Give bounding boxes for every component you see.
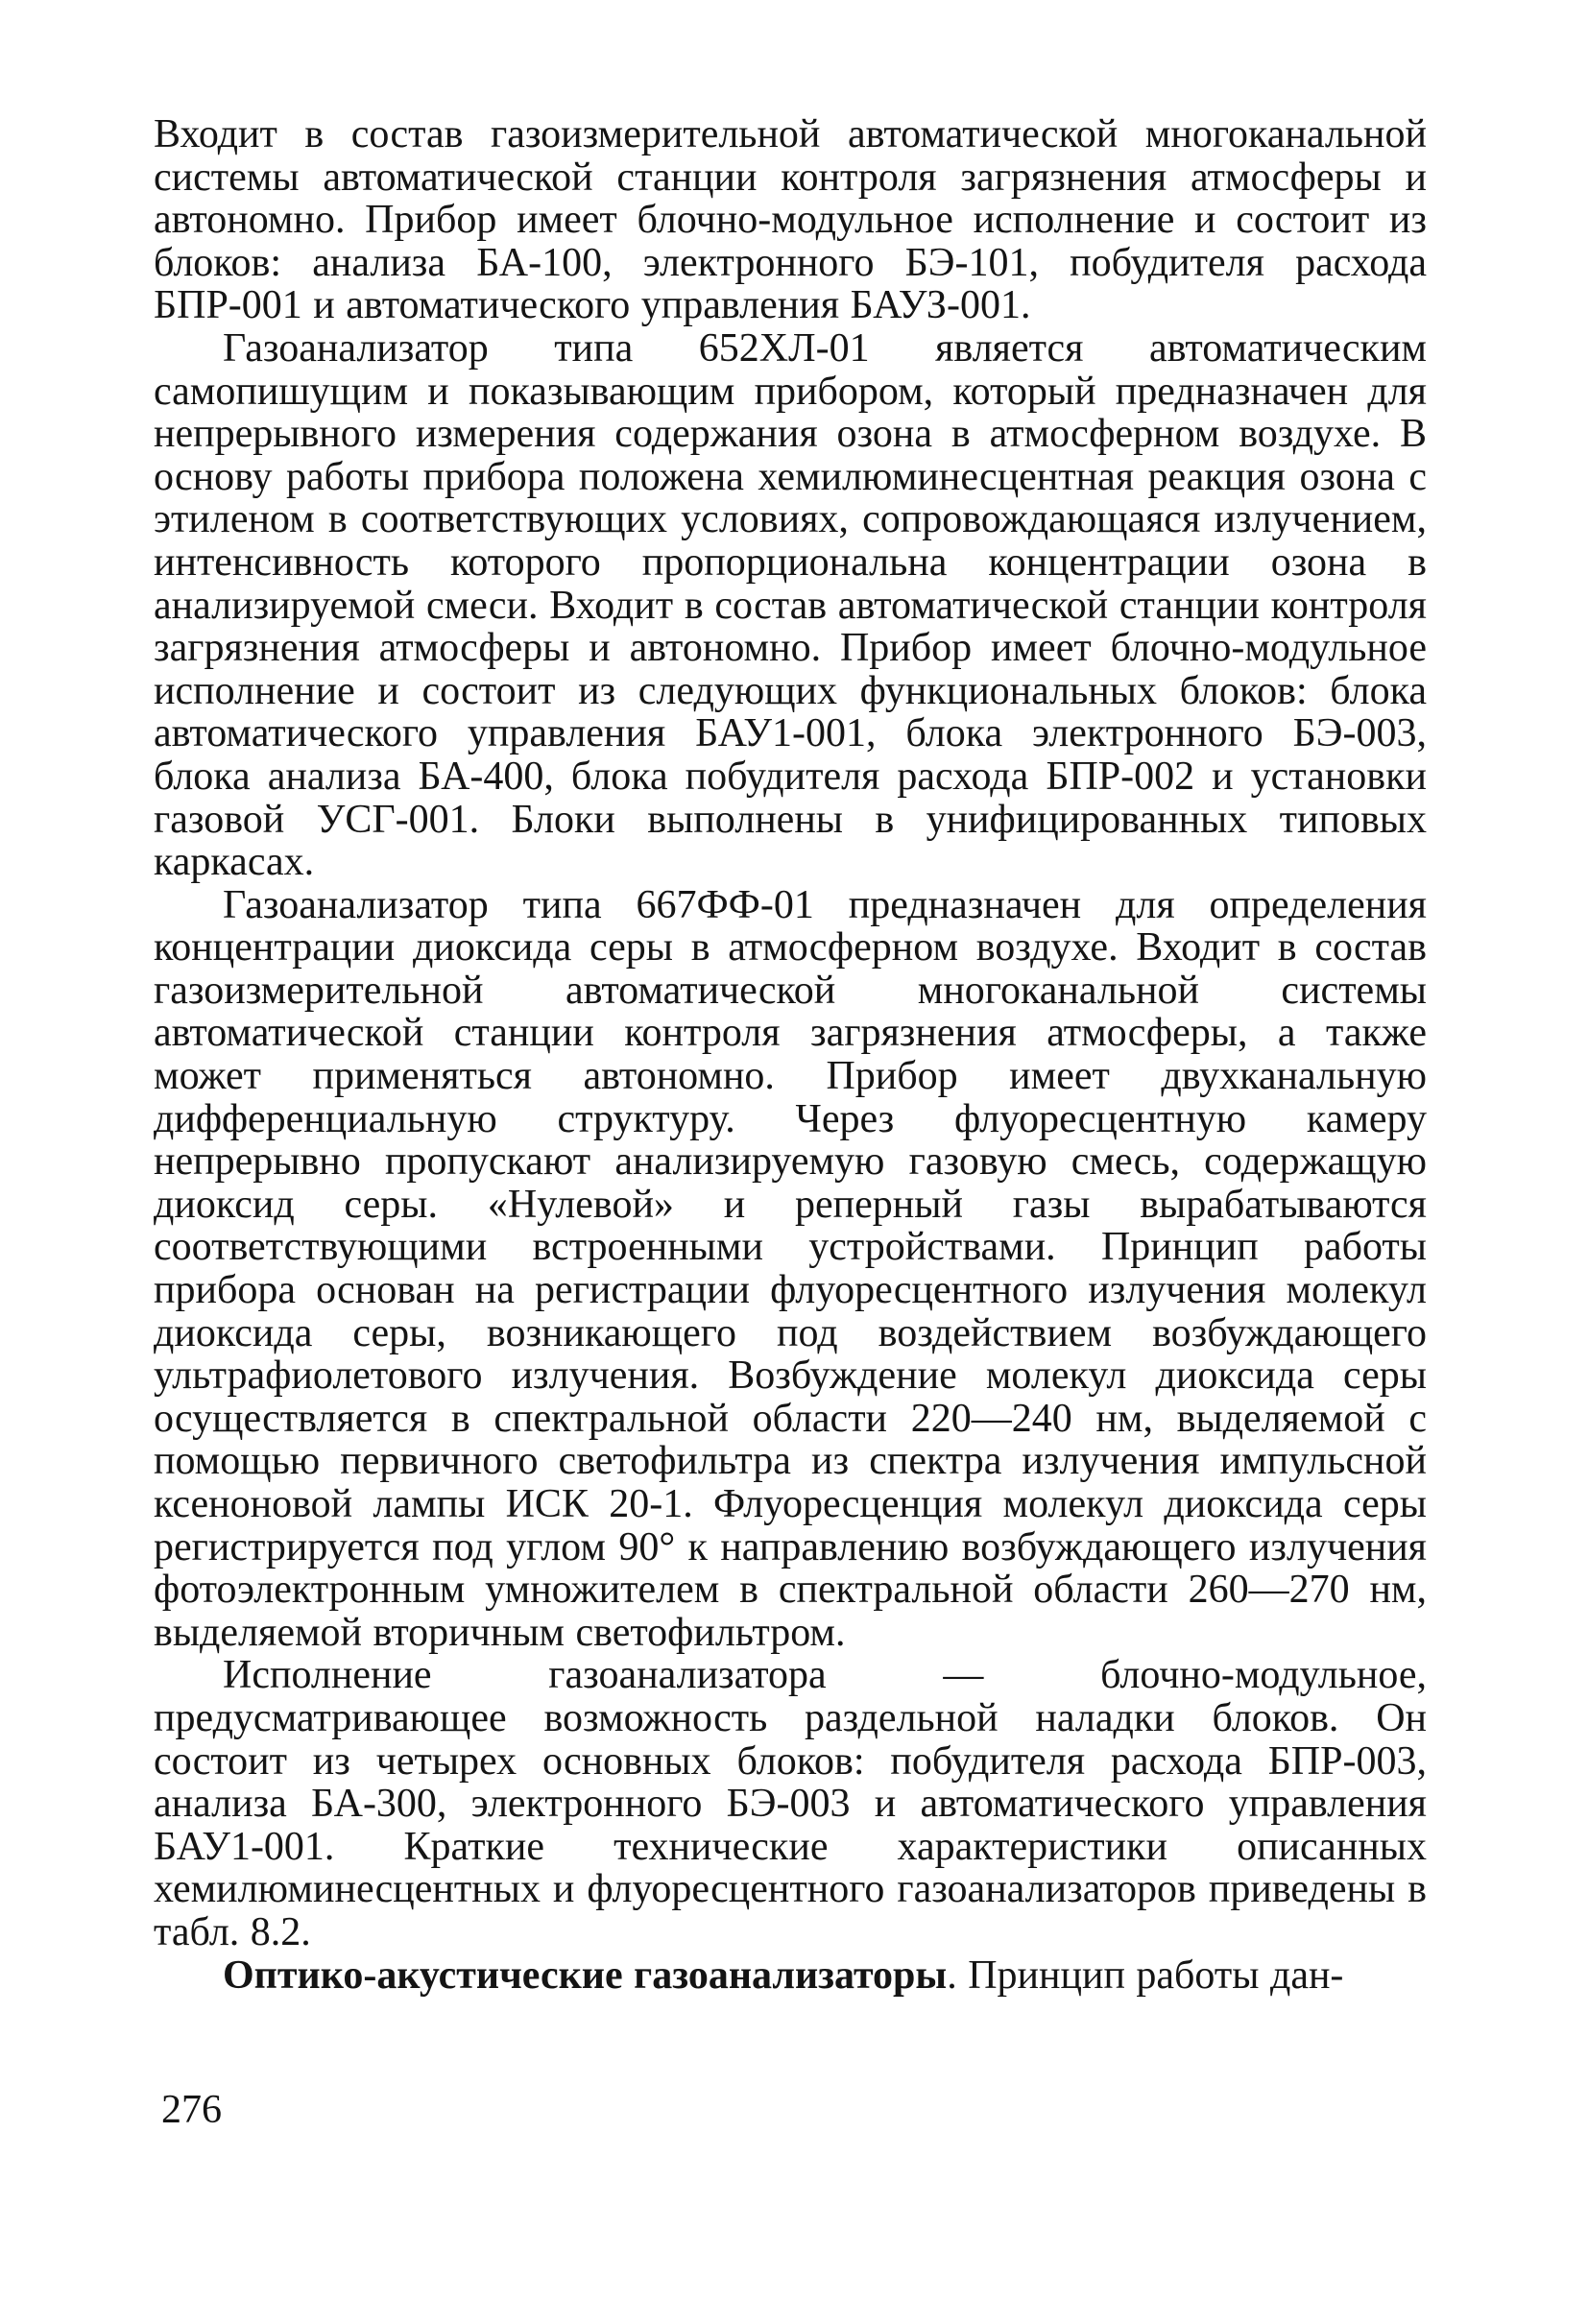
paragraph-4: Исполнение газоанализатора — блочно-модульное, предусматривающее возможность раздельной наладки блоков. Он состоит из четырех основных блоков: побудителя расхода БПР-003, анализа БА-300, электронного БЭ-003 и автоматического управления БАУ1-001. Краткие технические характеристики описанных хемилюминесцентных и флуоресцентного газоанализаторов приведены в табл. 8.2.	[154, 1653, 1427, 1954]
paragraph-5-text: . Принцип работы дан-	[947, 1953, 1344, 1998]
paragraph-3: Газоанализатор типа 667ФФ-01 предназначен для определения концентрации диоксида серы в атмосферном воздухе. Входит в состав газоизмерительной автоматической многоканальной системы автоматической станции контроля загрязнения атмосферы, а также может применяться автономно. Прибор имеет двухканальную дифференциальную структуру. Через флуоресцентную камеру непрерывно пропускают анализируемую газовую смесь, содержащую диоксид серы. «Нулевой» и реперный газы вырабатываются соответствующими встроенными устройствами. Принцип работы прибора основан на регистрации флуоресцентного излучения молекул диоксида серы, возникающего под воздействием возбуждающего ультрафиолетового излучения. Возбуждение молекул диоксида серы осуществляется в спектральной области 220—240 нм, выделяемой с помощью первичного светофильтра из спектра излучения импульсной ксеноновой лампы ИСК 20-1. Флуоресценция молекул диоксида серы регистрируется под углом 90° к направлению возбуждающего излучения фотоэлектронным умножителем в спектральной области 260—270 нм, выделяемой вторичным светофильтром.	[154, 882, 1427, 1655]
page-number: 276	[161, 2088, 222, 2132]
paragraph-2: Газоанализатор типа 652ХЛ-01 является автоматическим самопишущим и показывающим прибором, который предназначен для непрерывного измерения содержания озона в атмосферном воздухе. В основу работы прибора положена хемилюминесцентная реакция озона с этиленом в соответствующих условиях, сопровождающаяся излучением, интенсивность которого пропорциональна концентрации озона в анализируемой смеси. Входит в состав автоматической станции контроля загрязнения атмосферы и автономно. Прибор имеет блочно-модульное исполнение и состоит из следующих функциональных блоков: блока автоматического управления БАУ1-001, блока электронного БЭ-003, блока анализа БА-400, блока побудителя расхода БПР-002 и установки газовой УСГ-001. Блоки выполнены в унифицированных типовых каркасах.	[154, 325, 1427, 885]
paragraph-5	[154, 1954, 1427, 1998]
paragraph-1: Входит в состав газоизмерительной автоматической многоканальной системы автоматической станции контроля загрязнения атмосферы и автономно. Прибор имеет блочно-модульное исполнение и состоит из блоков: анализа БА-100, электронного БЭ-101, побудителя расхода БПР-001 и автоматического управления БАУЗ-001.	[154, 112, 1427, 328]
page-body	[154, 113, 1427, 1997]
inline-section-heading: Оптико-акустические газоанализаторы	[223, 1953, 948, 1998]
